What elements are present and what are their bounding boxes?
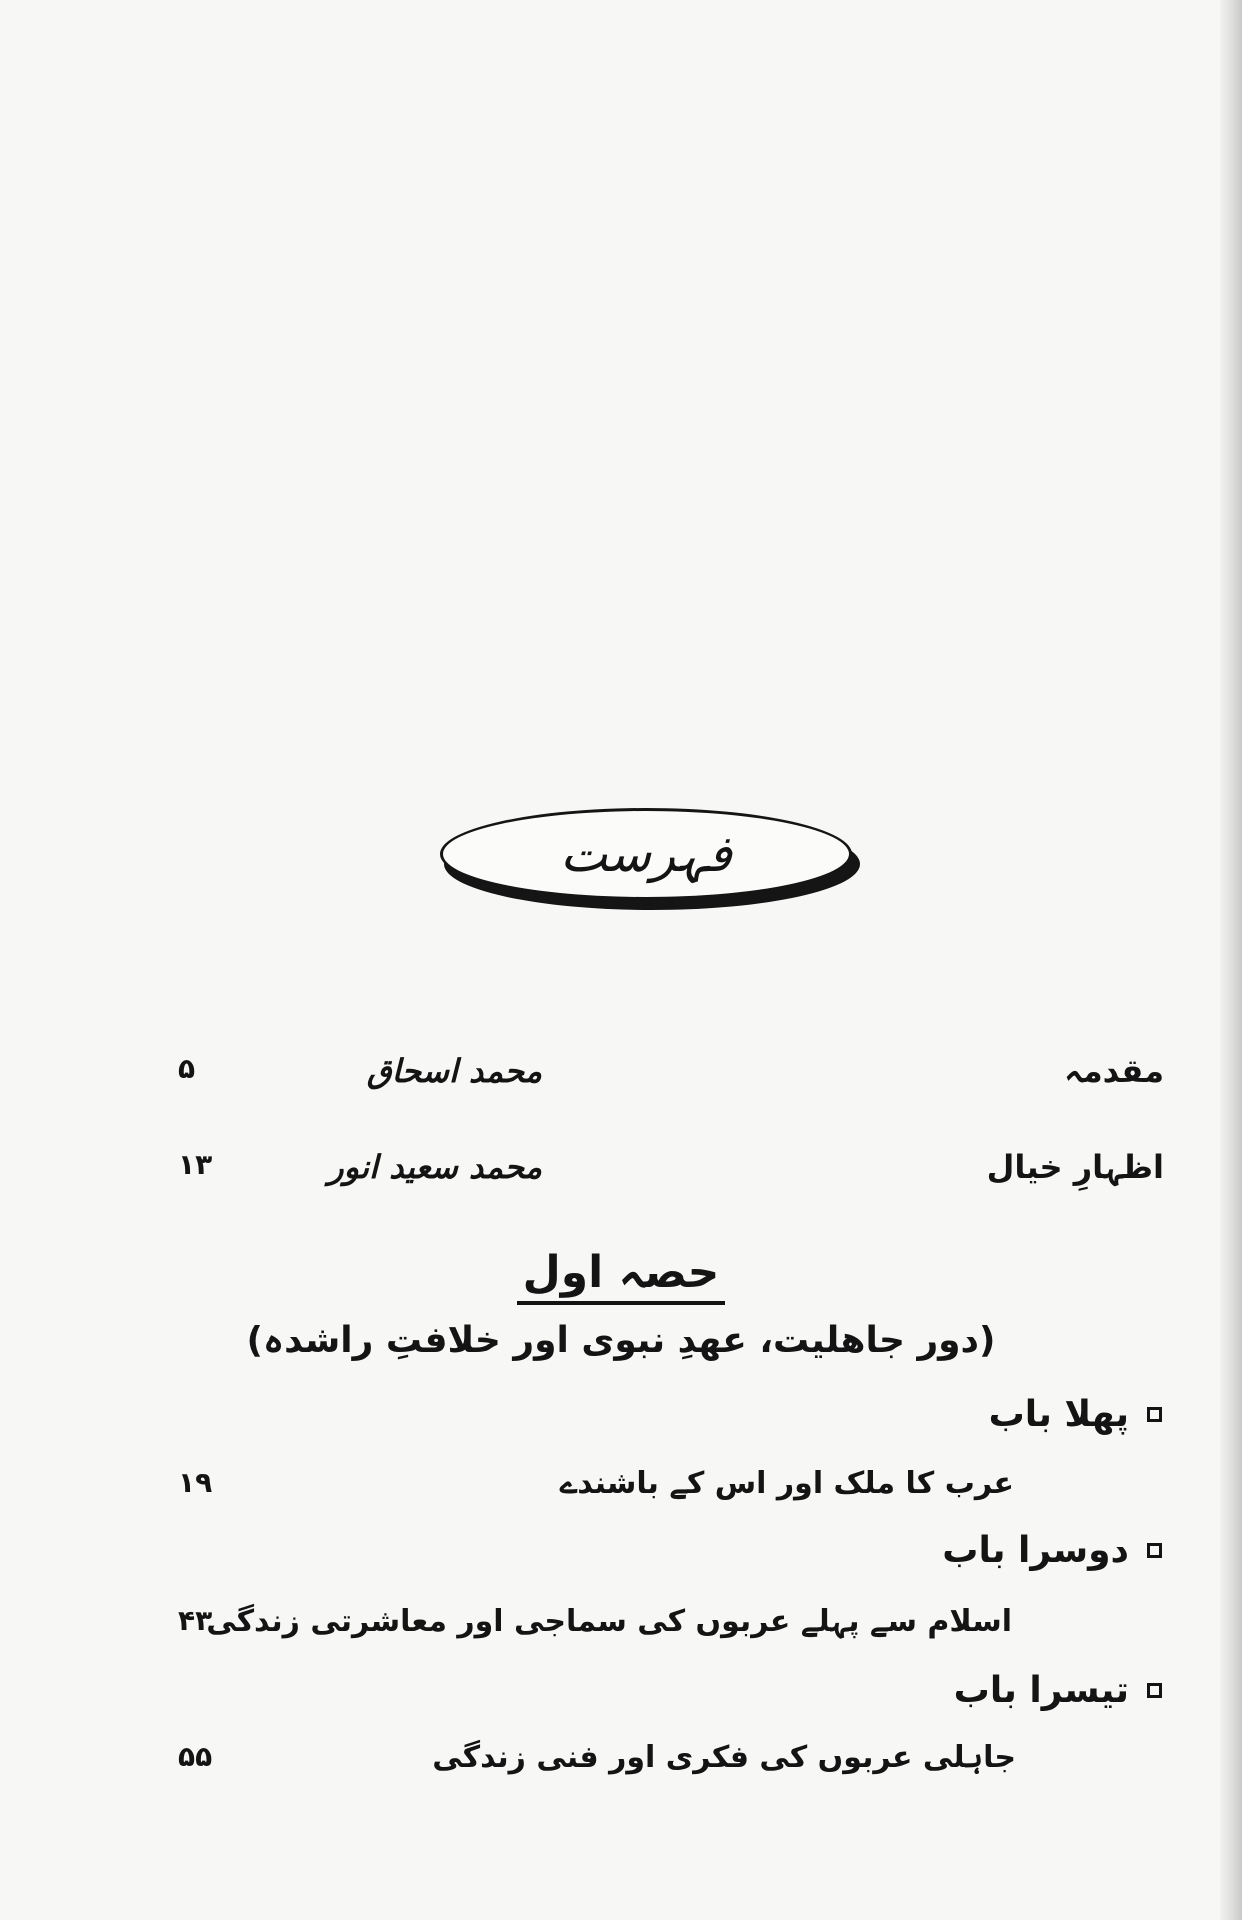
toc-entry-author: محمد سعید انور xyxy=(328,1148,542,1186)
chapter-label: دوسرا باب xyxy=(942,1530,1129,1571)
square-bullet-icon xyxy=(1147,1683,1162,1698)
title-oval xyxy=(440,808,860,908)
chapter-description: جاہلی عربوں کی فکری اور فنی زندگی xyxy=(432,1740,1016,1775)
toc-entry-title: اظہارِ خیال xyxy=(986,1148,1164,1186)
part-subtitle: (دور جاھلیت، عھدِ نبوی اور خلافتِ راشدہ) xyxy=(246,1320,996,1361)
toc-entry xyxy=(0,1740,1242,1800)
chapter-description: اسلام سے پہلے عربوں کی سماجی اور معاشرتی زندگی xyxy=(206,1604,1012,1639)
chapter-heading xyxy=(954,1670,1162,1711)
part-heading-wrap xyxy=(0,1248,1242,1305)
toc-entry-title: مقدمہ xyxy=(1064,1052,1164,1090)
toc-entry-page: ۵۵ xyxy=(178,1740,213,1773)
square-bullet-icon xyxy=(1147,1407,1162,1422)
toc-entry xyxy=(0,1604,1242,1664)
toc-entry-page: ۴۳ xyxy=(178,1604,213,1637)
toc-entry-page: ۱۳ xyxy=(178,1148,213,1181)
title-oval-face xyxy=(440,808,852,900)
page-title: فہرست xyxy=(560,825,732,883)
toc-entry xyxy=(0,1466,1242,1526)
toc-entry xyxy=(0,1052,1242,1112)
chapter-description: عرب کا ملک اور اس کے باشندے xyxy=(559,1466,1014,1501)
toc-entry xyxy=(0,1148,1242,1208)
toc-entry-page: ۱۹ xyxy=(178,1466,213,1499)
toc-entry-page: ۵ xyxy=(178,1052,196,1085)
chapter-heading xyxy=(989,1394,1162,1435)
chapter-heading xyxy=(942,1530,1162,1571)
part-heading: حصہ اول xyxy=(517,1248,726,1305)
square-bullet-icon xyxy=(1147,1543,1162,1558)
toc-entry-author: محمد اسحاق xyxy=(366,1052,542,1090)
chapter-label: تیسرا باب xyxy=(953,1670,1129,1711)
chapter-label: پهلا باب xyxy=(988,1394,1129,1435)
